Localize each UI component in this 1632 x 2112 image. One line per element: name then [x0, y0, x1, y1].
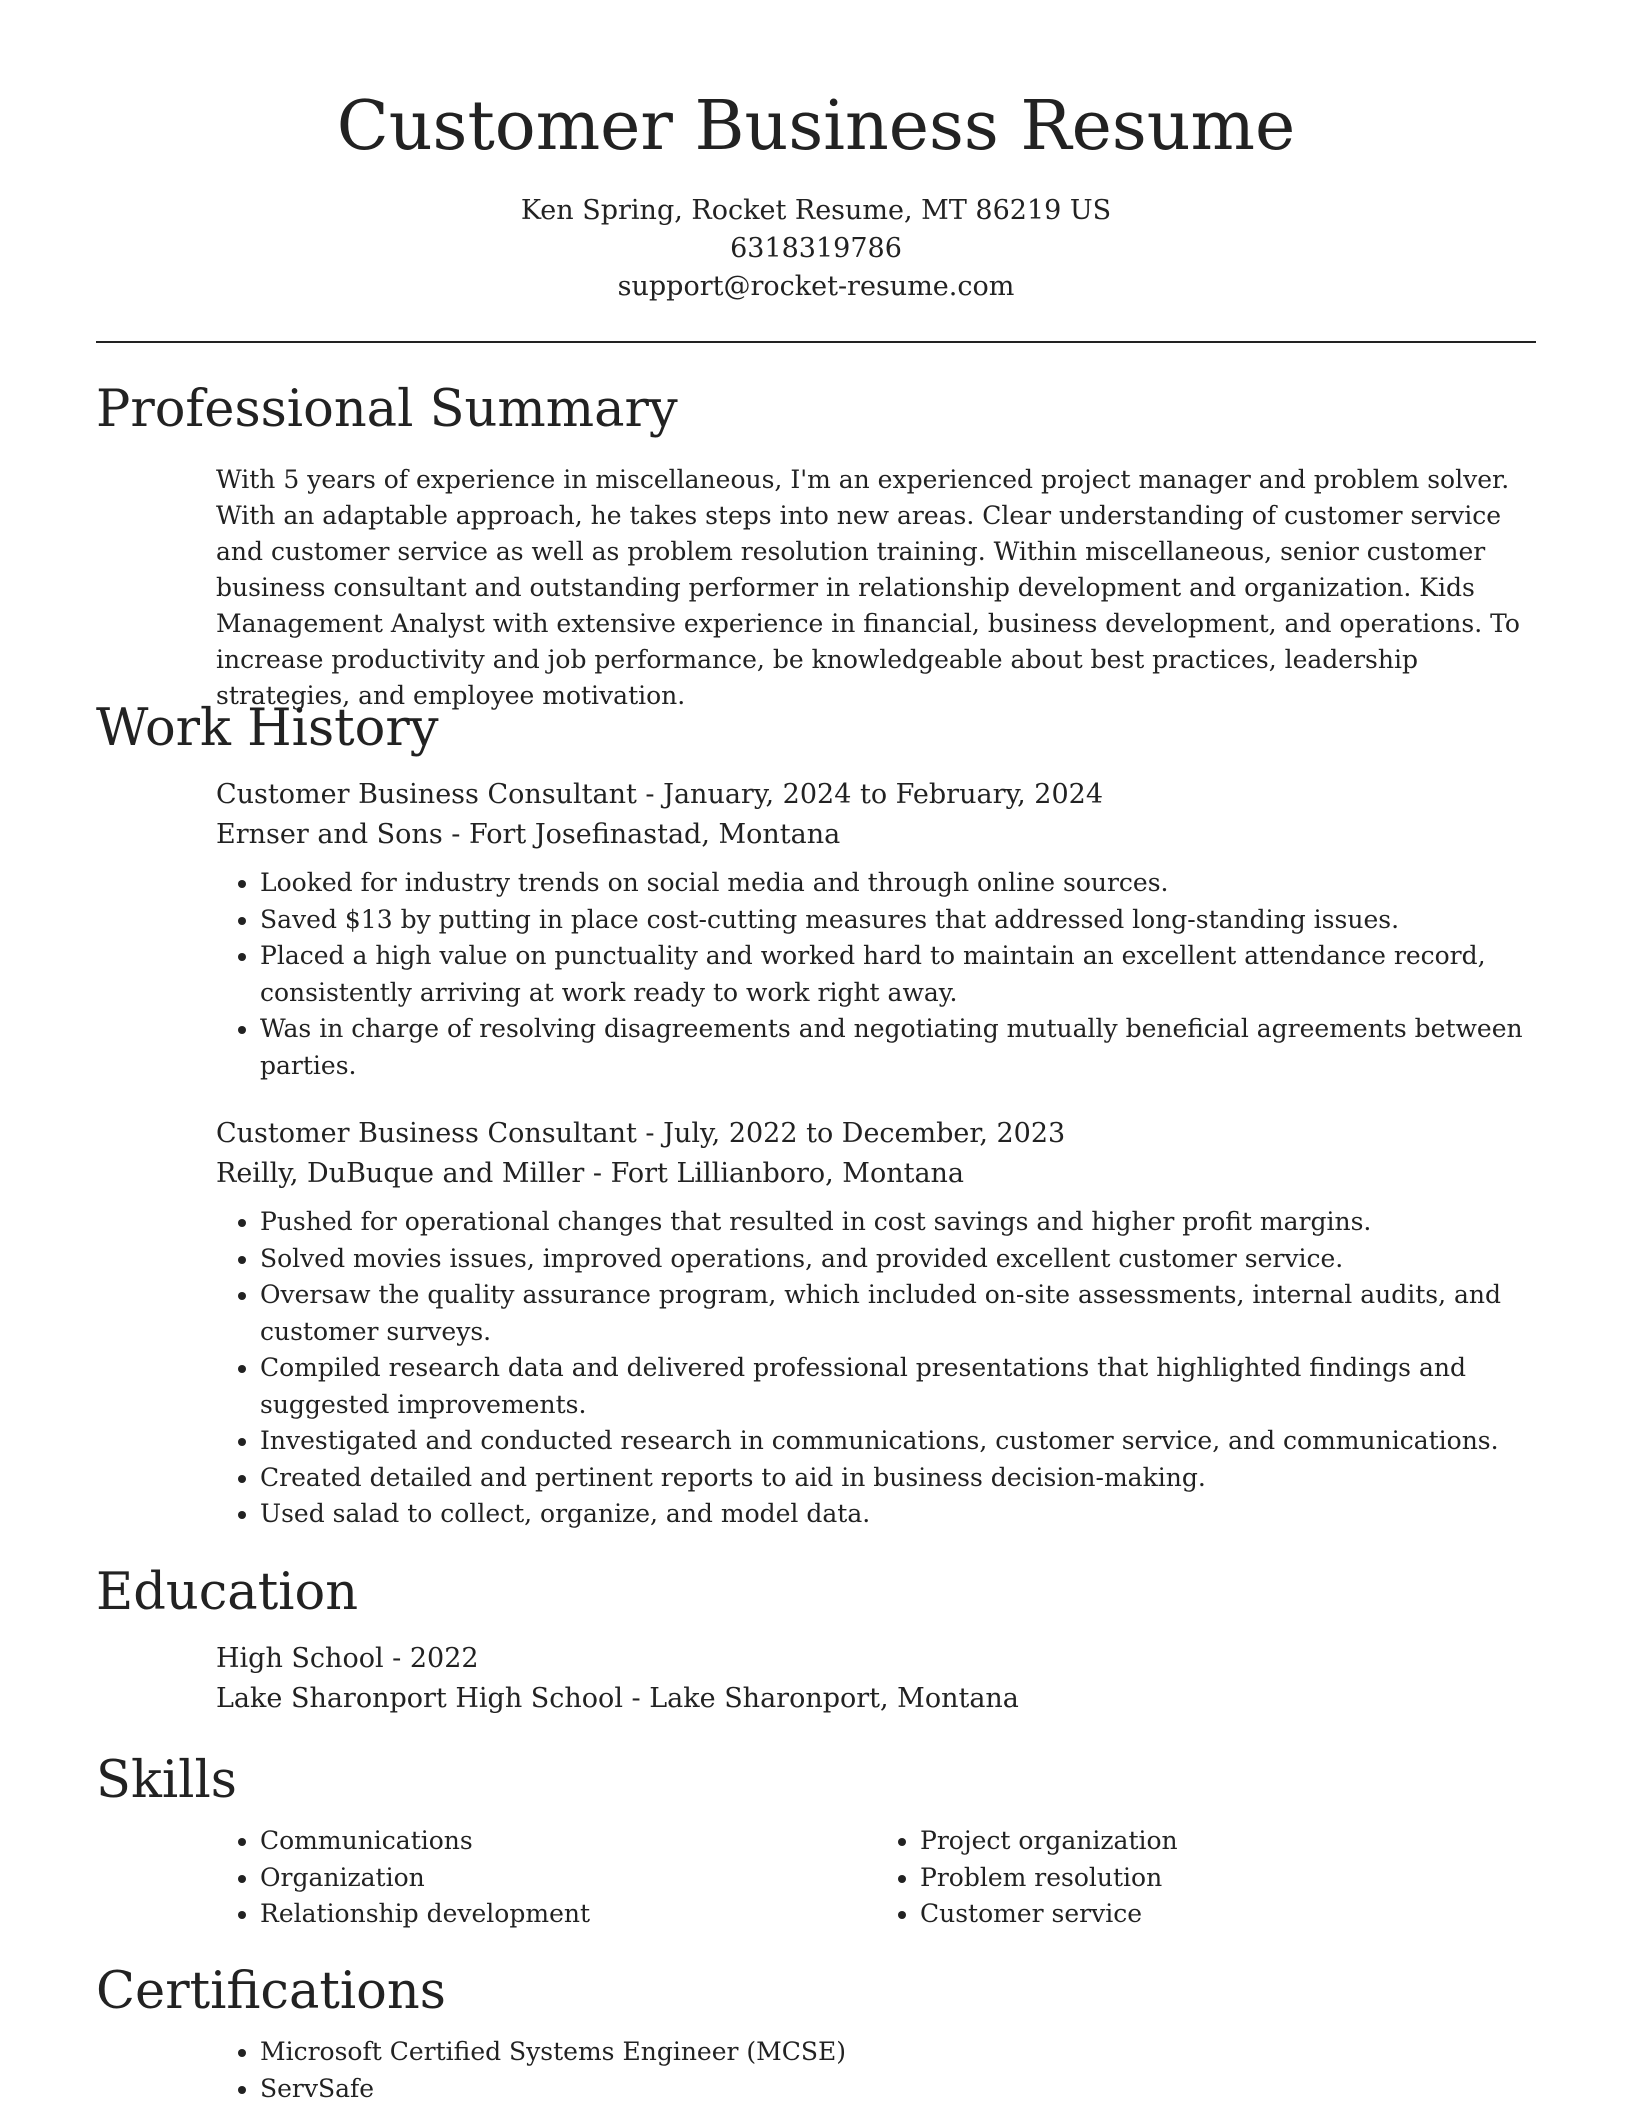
skills-section [96, 1749, 1536, 1933]
list-item: • Communications [260, 1823, 876, 1860]
list-item: • Was in charge of resolving disagreements and negotiating mutually beneficial agreements between parties. [260, 1011, 1536, 1084]
job-location: - Fort Lillianboro, Montana [584, 1158, 965, 1189]
section-heading: Certifications [96, 1962, 446, 2021]
list-item: • Looked for industry trends on social media and through online sources. [260, 865, 1536, 902]
list-item: • Saved $13 by putting in place cost-cutting measures that addressed long-standing issues. [260, 902, 1536, 939]
section-heading: Skills [96, 1751, 237, 1810]
list-item: • Placed a high value on punctuality and worked hard to maintain an excellent attendance record, consistently arriving at work ready to work right away. [260, 938, 1536, 1011]
contact-phone: 6318319786 [730, 233, 902, 264]
education-entry [216, 1639, 1536, 1719]
job-entry [216, 1114, 1536, 1533]
degree-line [216, 1639, 1536, 1679]
school-name: Lake Sharonport High School [216, 1683, 623, 1714]
list-item: • Problem resolution [920, 1860, 1536, 1897]
list-item: • Organization [260, 1860, 876, 1897]
summary-section [96, 378, 1536, 714]
list-item: • Microsoft Certified Systems Engineer (MCSE) [260, 2034, 1536, 2071]
summary-text: With 5 years of experience in miscellaneous, I'm an experienced project manager and problem solver. With an adaptable approach, he takes steps into new areas. Clear understanding of customer service and customer service as well as problem resolution training. Within miscellaneous, senior customer business consultant and outstanding performer in relationship development and organization. Kids Management Analyst with extensive experience in financial, business development, and operations. To increase productivity and job performance, be knowledgeable about best practices, leadership strategies, and employee motivation. [216, 465, 1520, 710]
resume-title: Customer Business Resume [336, 87, 1296, 166]
header-divider [96, 341, 1536, 343]
work-history-section [96, 697, 1536, 1533]
section-heading: Education [96, 1563, 359, 1622]
list-item: • Created detailed and pertinent reports to aid in business decision-making. [260, 1460, 1536, 1497]
graduation-year: - 2022 [383, 1643, 479, 1674]
job-bullets [216, 865, 1536, 1084]
list-item: • ServSafe [260, 2071, 1536, 2108]
job-company: Ernser and Sons [216, 819, 443, 850]
list-item: • Solved movies issues, improved operations, and provided excellent customer service. [260, 1241, 1536, 1278]
job-title-line [216, 1114, 1536, 1154]
school-line [216, 1679, 1536, 1719]
job-entry [216, 775, 1536, 1084]
resume-header [0, 0, 1632, 306]
education-section [96, 1561, 1536, 1719]
school-location: - Lake Sharonport, Montana [622, 1683, 1019, 1714]
skills-list [216, 1813, 1536, 1933]
list-item: • Compiled research data and delivered professional presentations that highlighted findings and suggested improvements. [260, 1350, 1536, 1423]
job-company: Reilly, DuBuque and Miller [216, 1158, 585, 1189]
job-company-line [216, 815, 1536, 855]
list-item: • Used salad to collect, organize, and model data. [260, 1496, 1536, 1533]
job-dates: - July, 2022 to December, 2023 [636, 1118, 1066, 1149]
section-heading: Work History [96, 699, 439, 758]
degree: High School [216, 1643, 384, 1674]
skills-column-right [876, 1823, 1536, 1933]
job-bullets [216, 1204, 1536, 1533]
skills-column-left [216, 1823, 876, 1933]
list-item: • Relationship development [260, 1896, 876, 1933]
job-title: Customer Business Consultant [216, 1118, 637, 1149]
list-item: • Investigated and conducted research in communications, customer service, and communications. [260, 1423, 1536, 1460]
job-title: Customer Business Consultant [216, 779, 637, 810]
contact-email: support@rocket-resume.com [617, 271, 1015, 302]
job-company-line [216, 1154, 1536, 1194]
contact-info [0, 192, 1632, 306]
section-heading: Professional Summary [96, 380, 678, 439]
contact-address: Ken Spring, Rocket Resume, MT 86219 US [520, 195, 1112, 226]
list-item: • Pushed for operational changes that resulted in cost savings and higher profit margins. [260, 1204, 1536, 1241]
job-location: - Fort Josefinastad, Montana [442, 819, 841, 850]
certifications-list [216, 2034, 1536, 2107]
job-title-line [216, 775, 1536, 815]
list-item: • Customer service [920, 1896, 1536, 1933]
certifications-bullets [216, 2034, 1536, 2107]
list-item: • Oversaw the quality assurance program, which included on-site assessments, internal audits, and customer surveys. [260, 1277, 1536, 1350]
job-dates: - January, 2024 to February, 2024 [636, 779, 1104, 810]
list-item: • Project organization [920, 1823, 1536, 1860]
certifications-section [96, 1960, 1536, 2107]
